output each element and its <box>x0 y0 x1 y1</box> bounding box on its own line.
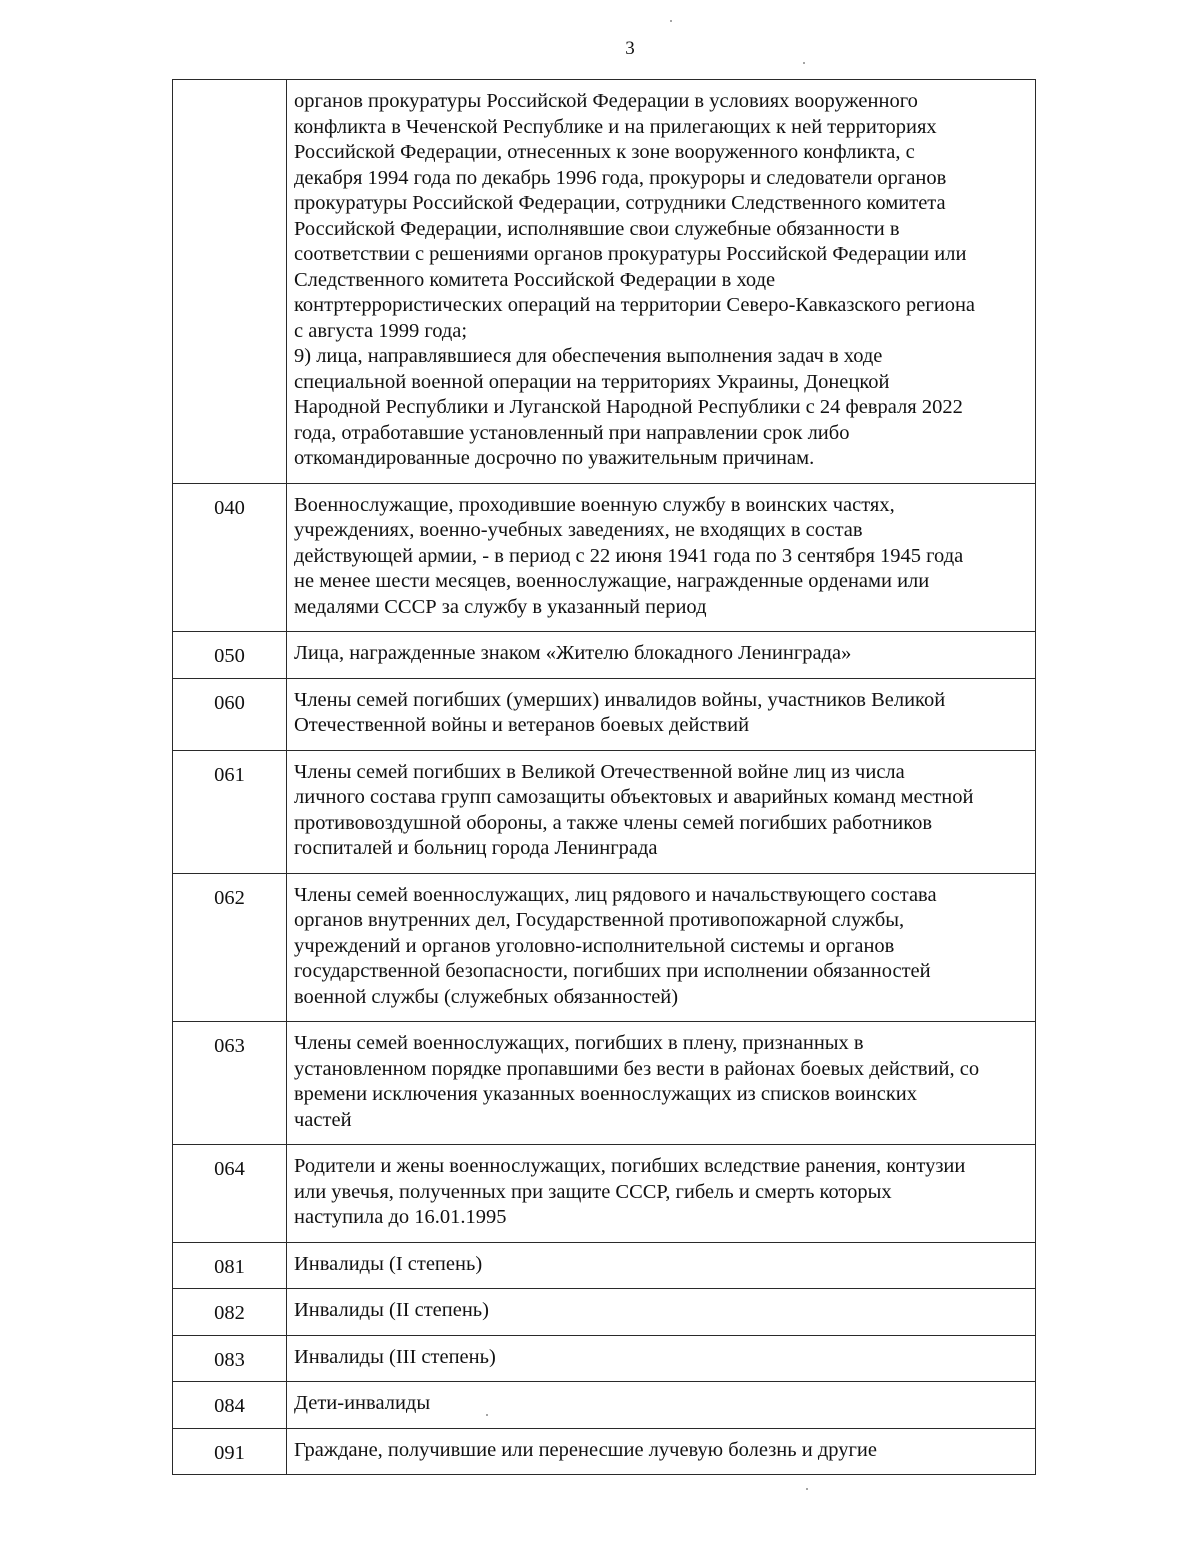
benefit-category-table <box>172 79 1036 1475</box>
description-line: установленном порядке пропавшими без вести в районах боевых действий, со <box>294 1057 980 1080</box>
description-line: Члены семей погибших (умерших) инвалидов войны, участников Великой <box>294 688 946 711</box>
description-line: личного состава групп самозащиты объектовых и аварийных команд местной <box>294 786 974 808</box>
description-line: госпиталей и больниц города Ленинграда <box>294 837 658 859</box>
description-line: конфликта в Чеченской Республике и на прилегающих к ней территориях <box>294 115 937 138</box>
category-description-cell <box>287 80 1036 484</box>
page-number: 3 <box>625 38 635 59</box>
table-body <box>173 80 1036 1475</box>
table-row <box>173 1242 1036 1289</box>
description-line: соответствии с решениями органов прокуратуры Российской Федерации или <box>294 243 967 265</box>
scan-speck <box>803 62 805 64</box>
description-line: учреждений и органов уголовно-исполнительной системы и органов <box>294 934 895 957</box>
category-description-cell <box>287 1145 1036 1243</box>
category-description-cell <box>287 678 1036 750</box>
category-code-cell: 083 <box>173 1335 287 1382</box>
table-row <box>173 1428 1036 1475</box>
description-line: учреждениях, военно-учебных заведениях, не входящих в состав <box>294 519 863 541</box>
description-line: Члены семей военнослужащих, лиц рядового и начальствующего состава <box>294 883 937 906</box>
description-line: действующей армии, - в период с 22 июня 1941 года по 3 сентября 1945 года <box>294 544 964 567</box>
description-line: частей <box>294 1108 352 1131</box>
description-line: Члены семей погибших в Великой Отечественной войне лиц из числа <box>294 760 905 783</box>
description-line: органов внутренних дел, Государственной противопожарной службы, <box>294 909 905 931</box>
description-line: Инвалиды (I степень) <box>294 1252 483 1275</box>
category-code-cell: 061 <box>173 750 287 873</box>
description-line: государственной безопасности, погибших при исполнении обязанностей <box>294 960 931 982</box>
description-line: не менее шести месяцев, военнослужащие, награжденные орденами или <box>294 570 930 592</box>
description-line: Инвалиды (II степень) <box>294 1299 489 1321</box>
category-description-cell <box>287 1022 1036 1145</box>
category-code-cell: 081 <box>173 1242 287 1289</box>
category-code-cell: 082 <box>173 1289 287 1336</box>
description-line: Инвалиды (III степень) <box>294 1345 496 1368</box>
description-line: декабря 1994 года по декабрь 1996 года, прокуроры и следователи органов <box>294 166 947 189</box>
table-row <box>173 873 1036 1022</box>
table-row <box>173 1022 1036 1145</box>
category-code-cell: 063 <box>173 1022 287 1145</box>
description-line: Родители и жены военнослужащих, погибших вследствие ранения, контузии <box>294 1155 966 1177</box>
category-description-cell <box>287 873 1036 1022</box>
category-description-cell <box>287 1382 1036 1429</box>
category-description-cell <box>287 483 1036 632</box>
category-code-cell: 064 <box>173 1145 287 1243</box>
table-row <box>173 80 1036 484</box>
description-line: Лица, награжденные знаком «Жителю блокадного Ленинграда» <box>294 642 852 664</box>
table-row <box>173 1145 1036 1243</box>
description-line: Народной Республики и Луганской Народной Республики с 24 февраля 2022 <box>294 396 963 418</box>
scan-speck <box>806 1488 808 1490</box>
description-line: органов прокуратуры Российской Федерации в условиях вооруженного <box>294 90 918 112</box>
category-description-cell <box>287 1289 1036 1336</box>
description-line: военной службы (служебных обязанностей) <box>294 985 679 1008</box>
description-line: Российской Федерации, исполнявшие свои служебные обязанности в <box>294 217 900 240</box>
table-row <box>173 1335 1036 1382</box>
table-row <box>173 1382 1036 1429</box>
category-description-cell <box>287 1242 1036 1289</box>
description-line: 9) лица, направлявшиеся для обеспечения выполнения задач в ходе <box>294 345 883 367</box>
table-row <box>173 750 1036 873</box>
description-line: откомандированные досрочно по уважительным причинам. <box>294 447 815 469</box>
description-line: Следственного комитета Российской Федерации в ходе <box>294 268 776 291</box>
description-line: Дети-инвалиды <box>294 1392 431 1414</box>
description-line: медалями СССР за службу в указанный период <box>294 595 707 618</box>
category-code-cell: 050 <box>173 632 287 679</box>
category-description-cell <box>287 750 1036 873</box>
category-code-cell: 084 <box>173 1382 287 1429</box>
description-line: Отечественной войны и ветеранов боевых действий <box>294 714 750 736</box>
description-line: прокуратуры Российской Федерации, сотрудники Следственного комитета <box>294 192 946 214</box>
category-description-cell <box>287 632 1036 679</box>
description-line: года, отработавшие установленный при направлении срок либо <box>294 421 850 444</box>
description-line: или увечья, полученных при защите СССР, гибель и смерть которых <box>294 1180 892 1203</box>
description-line: времени исключения указанных военнослужащих из списков воинских <box>294 1083 918 1105</box>
description-line: Российской Федерации, отнесенных к зоне вооруженного конфликта, с <box>294 141 915 163</box>
description-line: Граждане, получившие или перенесшие лучевую болезнь и другие <box>294 1438 877 1461</box>
category-code-cell <box>173 80 287 484</box>
description-line: Члены семей военнослужащих, погибших в плену, признанных в <box>294 1032 864 1054</box>
description-line: противовоздушной обороны, а также члены семей погибших работников <box>294 811 933 834</box>
scan-speck <box>670 20 672 22</box>
category-description-cell <box>287 1428 1036 1475</box>
scan-speck <box>486 1414 488 1416</box>
table-row <box>173 632 1036 679</box>
description-line: Военнослужащие, проходившие военную службу в воинских частях, <box>294 493 895 516</box>
table-row <box>173 678 1036 750</box>
category-code-cell: 091 <box>173 1428 287 1475</box>
table-row <box>173 483 1036 632</box>
category-code-cell: 062 <box>173 873 287 1022</box>
category-description-cell <box>287 1335 1036 1382</box>
category-code-cell: 060 <box>173 678 287 750</box>
description-line: контртеррористических операций на территории Северо-Кавказского региона <box>294 294 976 316</box>
description-line: с августа 1999 года; <box>294 319 468 342</box>
table-row <box>173 1289 1036 1336</box>
description-line: специальной военной операции на территориях Украины, Донецкой <box>294 370 890 393</box>
description-line: наступила до 16.01.1995 <box>294 1206 507 1228</box>
category-code-cell: 040 <box>173 483 287 632</box>
